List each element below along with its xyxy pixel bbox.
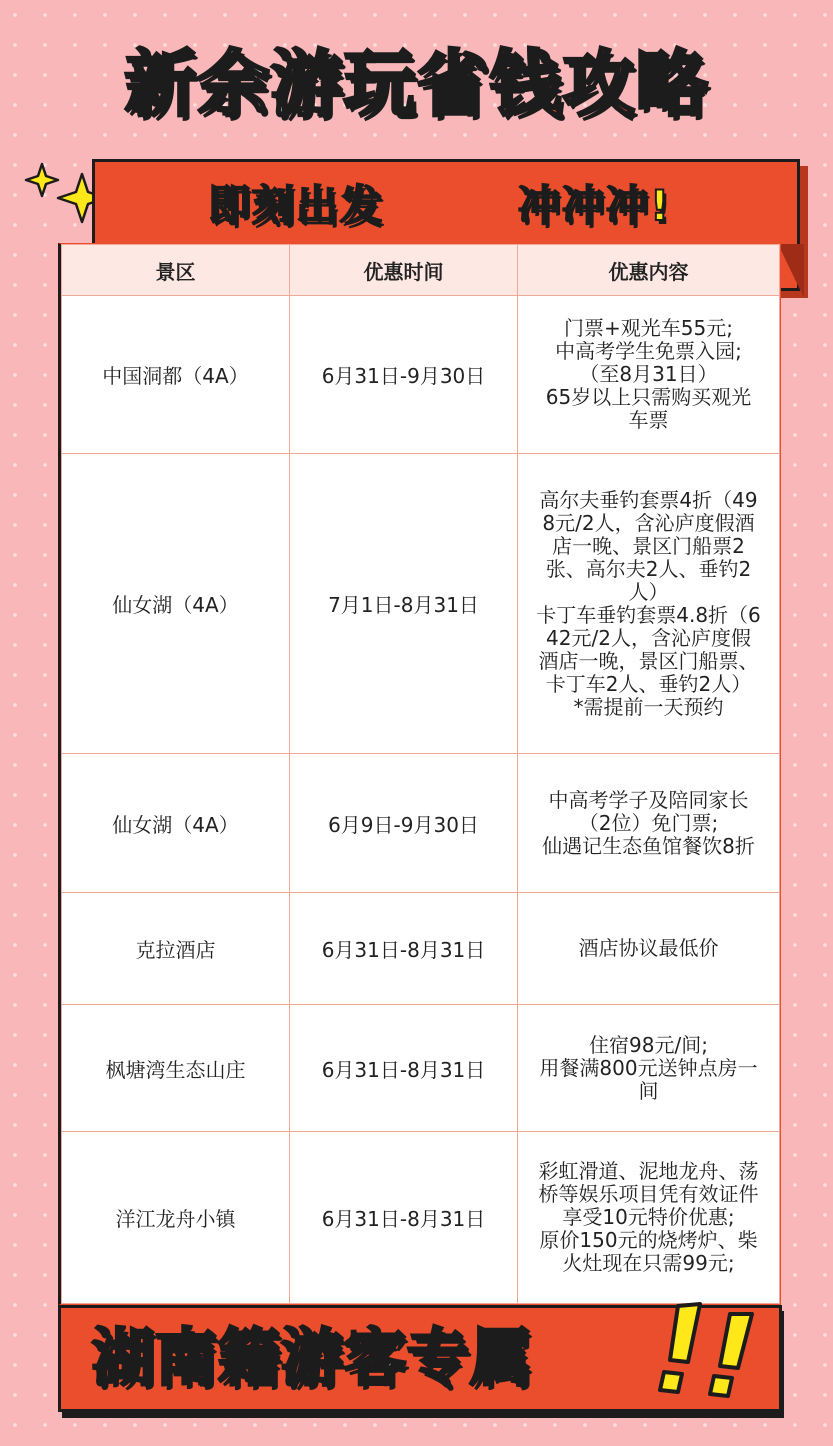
- content-line: 店一晚、景区门船票2: [552, 533, 745, 558]
- cell-time: 6月31日-8月31日: [290, 893, 518, 1005]
- content-line: 8元/2人，含沁庐度假酒: [542, 510, 755, 535]
- cell-place: 仙女湖（4A）: [62, 454, 290, 754]
- cell-content: [518, 893, 780, 1005]
- footer-text: 湖南籍游客专属: [92, 1321, 534, 1394]
- banner-right-text: 冲冲冲!: [518, 181, 672, 230]
- cell-time: 6月31日-8月31日: [290, 1132, 518, 1304]
- header-time: 优惠时间: [290, 245, 518, 296]
- exclamation-icon: [648, 1296, 778, 1406]
- cell-content: [518, 1005, 780, 1132]
- content-line: *需提前一天预约: [573, 694, 724, 719]
- content-line: 高尔夫垂钓套票4折（49: [539, 487, 758, 512]
- header-place: 景区: [62, 245, 290, 296]
- cell-time: 6月9日-9月30日: [290, 754, 518, 893]
- cell-content: [518, 454, 780, 754]
- table-row: [62, 1005, 780, 1132]
- cell-place: 枫塘湾生态山庄: [62, 1005, 290, 1132]
- content-line: 彩虹滑道、泥地龙舟、荡: [538, 1159, 759, 1183]
- banner-fold: [778, 244, 804, 298]
- cell-place: 中国洞都（4A）: [62, 296, 290, 454]
- content-line: （至8月31日）: [579, 362, 718, 386]
- cell-place: 仙女湖（4A）: [62, 754, 290, 893]
- content-line: 人）: [628, 579, 669, 604]
- content-line: 用餐满800元送钟点房一: [539, 1055, 758, 1080]
- content-line: 间: [638, 1078, 659, 1103]
- content-line: 仙遇记生态鱼馆餐饮8折: [542, 833, 755, 858]
- content-line: （2位）免门票;: [578, 810, 719, 835]
- content-line: 张、高尔夫2人、垂钓2: [545, 556, 752, 581]
- content-line: 卡丁车垂钓套票4.8折（6: [536, 602, 761, 627]
- content-line: 门票+观光车55元;: [564, 316, 733, 340]
- cell-content: [518, 754, 780, 893]
- table-header-row: [62, 245, 780, 296]
- cell-place: 洋江龙舟小镇: [62, 1132, 290, 1304]
- content-line: 桥等娱乐项目凭有效证件: [538, 1182, 759, 1206]
- table-row: [62, 1132, 780, 1304]
- page-title: [0, 34, 833, 134]
- content-line: 车票: [628, 408, 669, 432]
- table-row: [62, 296, 780, 454]
- cell-content: [518, 1132, 780, 1304]
- cell-time: 7月1日-8月31日: [290, 454, 518, 754]
- discount-table: [58, 243, 781, 1305]
- content-line: 酒店协议最低价: [578, 936, 719, 960]
- content-line: 卡丁车2人、垂钓2人）: [545, 671, 752, 696]
- title-white-part: 新余游玩: [124, 42, 417, 126]
- content-line: 中高考学生免票入园;: [555, 339, 742, 363]
- table-row: [62, 754, 780, 893]
- content-line: 酒店一晚，景区门船票、: [538, 648, 759, 673]
- title-orange-part: 省钱攻略: [416, 42, 709, 126]
- table-row: [62, 454, 780, 754]
- content-line: 原价150元的烧烤炉、柴: [539, 1228, 758, 1252]
- cell-time: 6月31日-9月30日: [290, 296, 518, 454]
- content-line: 享受10元特价优惠;: [562, 1205, 735, 1229]
- banner-left-text: 即刻出发: [208, 181, 385, 230]
- content-line: 住宿98元/间;: [589, 1032, 708, 1057]
- content-line: 65岁以上只需购买观光: [545, 385, 752, 409]
- header-content: 优惠内容: [518, 245, 780, 296]
- content-line: 中高考学子及陪同家长: [548, 787, 749, 812]
- table-row: [62, 893, 780, 1005]
- content-line: 42元/2人，含沁庐度假: [546, 625, 751, 650]
- cell-time: 6月31日-8月31日: [290, 1005, 518, 1132]
- cell-place: 克拉酒店: [62, 893, 290, 1005]
- content-line: 火灶现在只需99元;: [562, 1251, 735, 1275]
- cell-content: [518, 296, 780, 454]
